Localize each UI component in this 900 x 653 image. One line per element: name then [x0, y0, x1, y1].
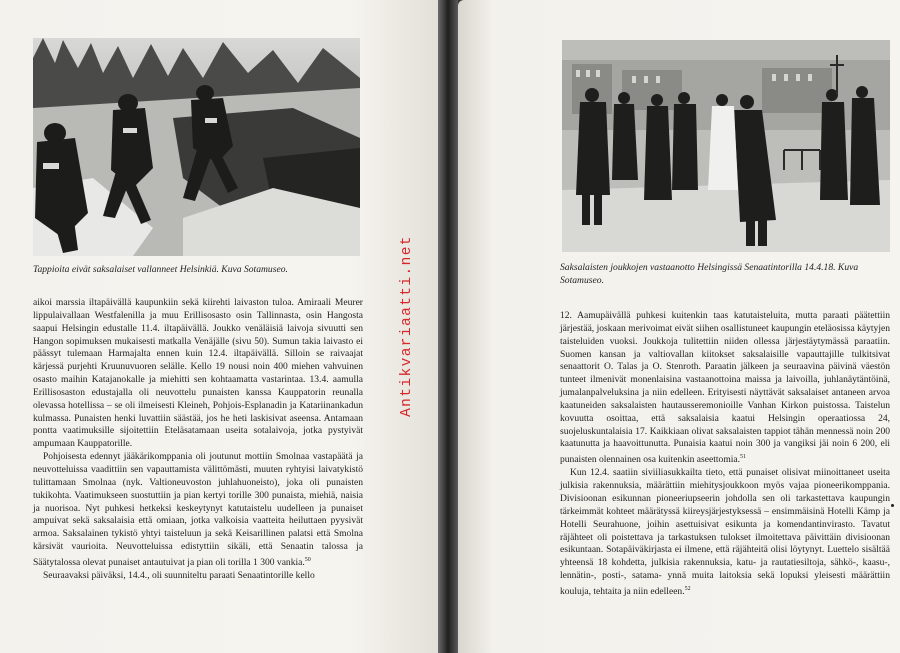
watermark: Antikvariaatti.net: [399, 235, 415, 417]
footnote-ref: 50: [304, 556, 311, 563]
photo-soldiers-slope: [33, 38, 360, 256]
photo-senate-square: [562, 40, 890, 252]
footnote-ref: 52: [684, 585, 691, 592]
left-page: [0, 0, 438, 653]
photo-senate-square-image: [562, 40, 890, 252]
paragraph: aikoi marssia iltapäivällä kaupunkiin sekä kiirehti laivaston tuloa. Amiraali Meurer lippulaivallaan Westfalenilla ja muu Erillisosasto osin Tallinnasta, osin Hangosta saapui Helsingin edustalle 11.4. iltapäivällä. Joukko venäläisiä laivoja sivuutti sen Hangon sopimuksen mukaisesti matkalla Venäjälle (sivu 50). Sumun takia laivasto ei päässyt tulemaan Harmajalta ennen kuin 12.4. iltapäivällä. Silloin se raivaajat kärjessä purjehti Kruunuvuoren selälle. Kello 19 nousi noin 400 miehen vahvuinen osasto maihin Katajanokalle ja miehitti sen kohtaamatta vastarintaa. 13.4. aamulla Erillisosaston edustajalla oli neuvottelu punaisten kanssa Kauppatorin reunalla olevassa hotellissa – se oli ilmeisesti Kleineh, Pohjois-Esplanadin ja Katariinankadun kulmassa. Punaisten henki luvattiin säästää, jos he heti laskisivat aseensa. Antamaan pontta vaatimuksille sijoitettiin Eteläsatamaan useita sotalaivoja, jotka pystyivät ampumaan Kauppatorille.: [33, 297, 363, 450]
photo-soldiers-slope-image: [33, 38, 360, 256]
margin-dot: [891, 504, 894, 507]
paragraph: Seuraavaksi päiväksi, 14.4., oli suunniteltu paraati Senaatintorille kello: [43, 569, 315, 581]
paragraph: 12. Aamupäivällä puhkesi kuitenkin taas katutaisteluita, mutta paraati päätettiin järjestää, joskaan merivoimat eivät siihen osallistuneet kaupungin eteläosissa käytyjen taisteluiden vuoksi. Joukkoja tulitettiin niiden ollessa järjestäytymässä paraatiin. Suomen kansan ja valtiovallan kiitokset saksalaisille vapauttajille tulkitsivat senaattorit O. Talas ja O. Stenroth. Paraatin jälkeen ja seuraavina päivinä väestön tunteet ilmenivät monenlaisina vastaanottoina maissa ja laivoilla, juhlanäytäntöinä, jumalanpalveluksina ja niin edelleen. Erityisesti näyttävät saksalaiset antaneen arvoa kaatuneiden saksalaisten hautausseremonioille Vanhan Kirkon puistossa. Taistelun kovuutta osoittaa, että saksalaisia kaatui Helsingin operaatiossa 24, suojeluskuntalaisia 17. Kaikkiaan olivat saksalaisten tappiot tähän mennessä noin 200 kaatunutta ja haavoittunutta. Punaisia kaatui noin 300 ja vangiksi jäi noin 6 200, eli punaisten olennainen osa kuitenkin aseettomia.$^{51}$: [560, 310, 890, 466]
book-gutter: [438, 0, 458, 653]
photo-caption: Saksalaisten joukkojen vastaanotto Helsingissä Senaatintorilla 14.4.18. Kuva Sotamuseo.: [560, 262, 859, 286]
right-page: [458, 0, 900, 653]
right-body-text: [560, 310, 890, 599]
photo-caption: Tappioita eivät saksalaiset vallanneet Helsinkiä. Kuva Sotamuseo.: [33, 264, 288, 275]
paragraph: Kun 12.4. saatiin siviiliasukkailta tieto, että punaiset olisivat miinoittaneet useita julkisia rakennuksia, määrättiin miehitysjoukkoon myös vajaa pioneerikomppania. Divisioonan esikunnan pioneeriupseerin johdolla sen oli tarkastettava kaupungin tärkeimmät kohteet määrätyssä kiireysjärjestyksessä – ensimmäisinä Hotelli Kämp ja Hotelli Seurahuone, joihin asettuisivat esikunta ja komendantinvirasto. Tavatut räjähteet oli poistettava ja tarkastuksen tulokset ilmoitettava päivittäin divisioonan esikuntaan. Sotapäiväkirjasta ei ilmene, että räjähteitä olisi löytynyt. Luettelo sisältää yhteensä 18 kohdetta, julkisia rakennuksia, katu- ja rautatiesiltoja, sähkö-, kaasu-, lennätin-, posti-, satama- ynnä muita laitoksia sekä lopuksi yleisesti määrättiin kouluja, tehtaita ja niin edelleen.$^{52}$: [560, 467, 890, 598]
left-body-text: [33, 297, 363, 583]
paragraph: Pohjoisesta edennyt jääkärikomppania oli joutunut mottiin Smolnaa vastapäätä ja neuvotteluissa vaadittiin sen vapauttamista välittömästi, muuten ryhtyisi laivatykistö tulittamaan Smolnaa (nyk. Valtioneuvoston juhlahuoneisto), joka oli punaisten tukikohta. Vaatimukseen suostuttiin ja pian kertyi torille 300 punaista, miehiä, naisia ja nuorisoa. Nyt puhkesi hetkeksi keskeytynyt katutaistelu uudelleen ja punaiset ampuivat sekä saksalaisia että omiaan, jotka valkoisia vaatteita heiluttaen pyysivät armoa. Saksalainen tykistö yhtyi taisteluun ja sekä Keisarillinen palatsi että Smolna kärsivät vaurioita. Neuvotteluissa edistyttiin sikäli, että Senaatin talossa ja Säätytalossa olevat punaiset antautuivat ja pian oli torilla 1 300 vankia.$^{50}$: [33, 451, 363, 569]
footnote-ref: 51: [740, 454, 747, 461]
